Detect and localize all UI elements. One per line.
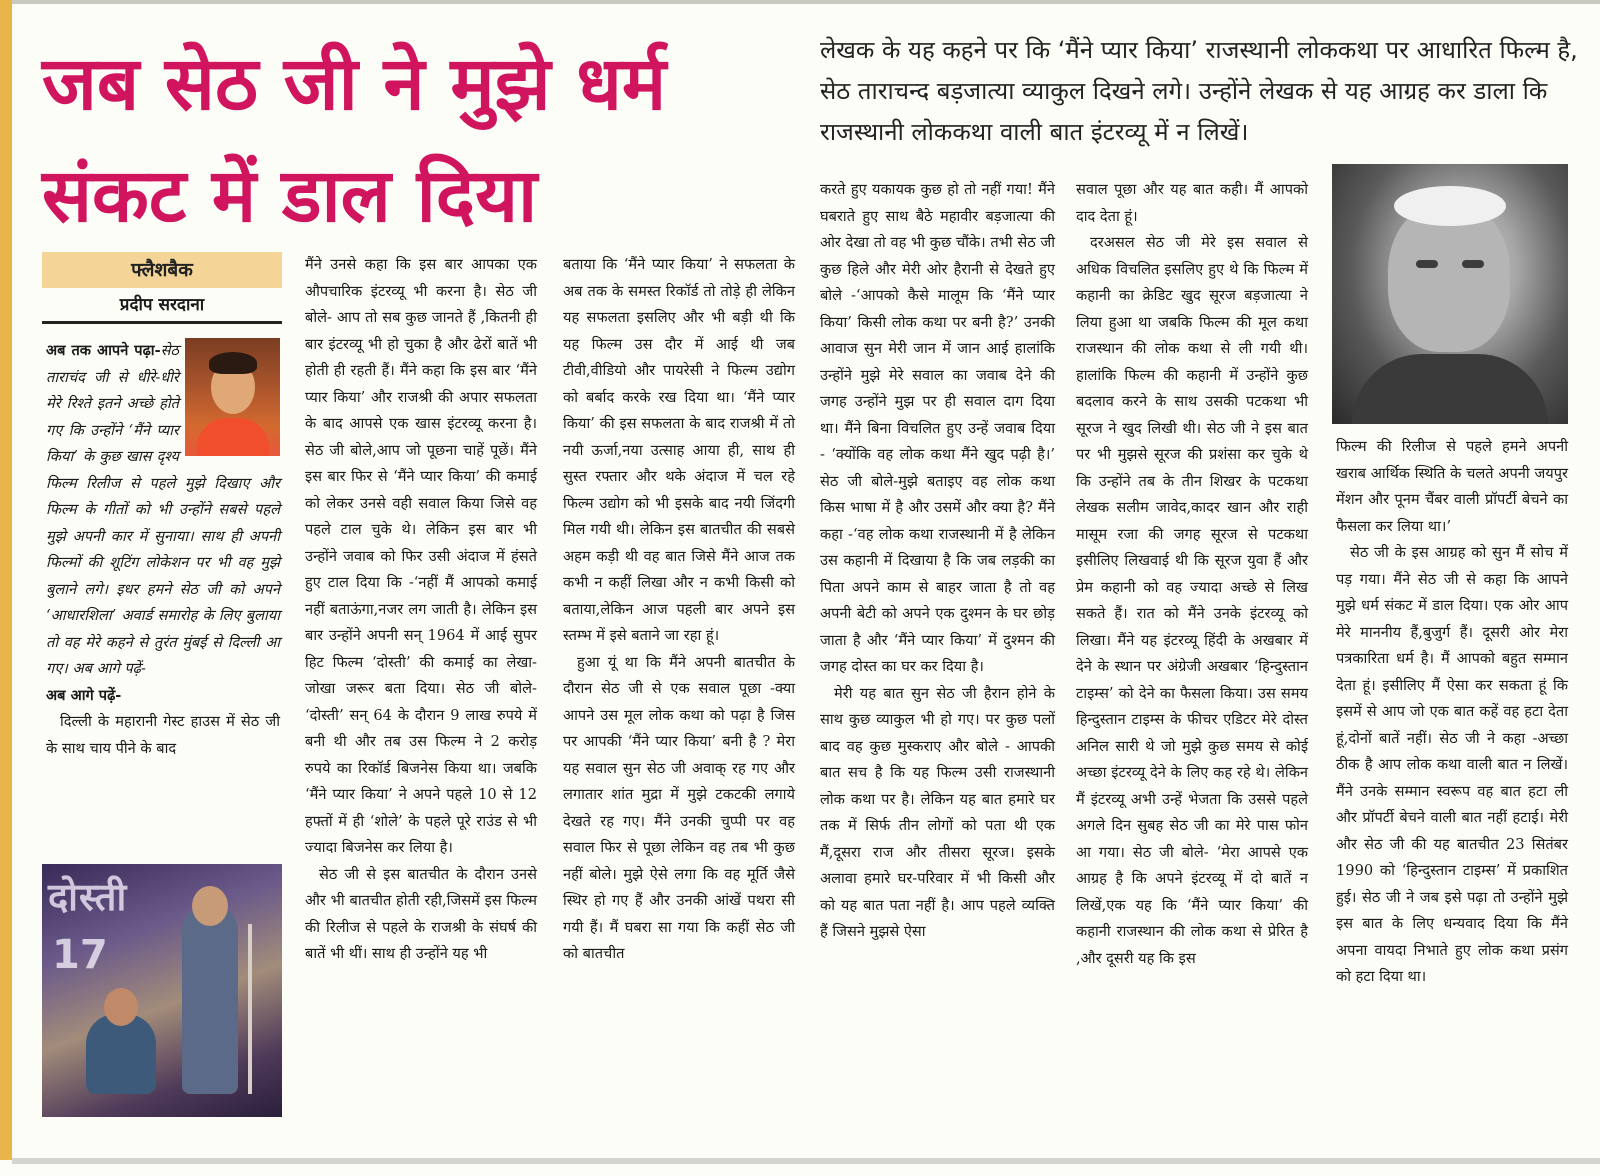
poster-title: दोस्ती [48, 875, 128, 919]
film-poster-image [42, 864, 282, 1117]
poster-number: 17 [52, 932, 108, 978]
headline: जब सेठ जी ने मुझे धर्म संकट में डाल दिया [42, 41, 667, 239]
author-photo [185, 338, 280, 456]
column-5 [1076, 177, 1308, 972]
continue-heading: अब आगे पढ़ें- [46, 686, 122, 704]
paragraph: दरअसल सेठ जी मेरे इस सवाल से अधिक विचलित इसलिए हुए थे कि फिल्म में कहानी का क्रेडिट खुद सूरज बड़जात्या ने लिया हुआ था जबकि फिल्म की मूल कथा राजस्थान की लोक कथा से ली गयी थी। हालांकि फिल्म की कहानी में उन्होंने कुछ बदलाव करने के साथ उसकी पटकथा भी सूरज ने खुद लिखी थी। सेठ जी ने इस बात पर भी मुझसे सूरज की प्रशंसा कर चुके थे कि उन्होंने तब के तीन शिखर के पटकथा लेखक सलीम जावेद,कादर खान और राही मासूम रजा की जगह सूरज से पटकथा इसीलिए लिखवाई थी कि सूरज युवा हैं और प्रेम कहानी को वह ज्यादा अच्छे से लिख सकते हैं। रात को मैंने उनके इंटरव्यू को लिखा। मैंने यह इंटरव्यू हिंदी के अखबार में देने के स्थान पर अंग्रेजी अखबार ‘हिन्दुस्तान टाइम्स’ को देने का फैसला किया। उस समय हिन्दुस्तान टाइम्स के फीचर एडिटर मेरे दोस्त अनिल सारी थे जो मुझे कुछ समय से कोई अच्छा इंटरव्यू देने के लिए कह रहे थे। लेकिन मैं इंटरव्यू अभी उन्हें भेजता कि उससे पहले अगले दिन सुबह सेठ जी का मेरे पास फोन आ गया। सेठ जी बोले- ‘मेरा आपसे एक आग्रह है कि अपने इंटरव्यू में दो बातें न लिखें,एक यह कि ‘मैंने प्यार किया’ की कहानी राजस्थान की लोक कथा से प्रेरित है ,और दूसरी यह कि इस [1076, 234, 1308, 967]
subject-portrait-photo [1332, 164, 1568, 424]
left-accent-bar [0, 0, 12, 1160]
column-6 [1336, 434, 1568, 991]
paragraph: फिल्म की रिलीज से पहले हमने अपनी खराब आर्थिक स्थिति के चलते अपनी जयपुर मेंशन और पूनम चैंबर वाली प्रॉपर्टी बेचने का फैसला कर लिया था।’ [1336, 438, 1568, 535]
column-3 [563, 252, 795, 968]
paragraph: सेठ जी के इस आग्रह को सुन मैं सोच में पड़ गया। मैंने सेठ जी से कहा कि आपने मुझे धर्म संकट में डाल दिया। एक ओर आप मेरे माननीय हैं,बुजुर्ग हैं। दूसरी ओर मेरा पत्रकारिता धर्म है। मैं आपको बहुत सम्मान देता हूं। इसीलिए मैं ऐसा कर सकता हूं कि इसमें से आप जो एक बात कहें वह हटा देता हूं,दोनों बातें नहीं। सेठ जी ने कहा -अच्छा ठीक है आप लोक कथा वाली बात न लिखें। मैंने उनके सम्मान स्वरूप वह बात हटा ली और प्रॉपर्टी बेचने वाली बात नहीं हटाई। मेरी और सेठ जी की यह बातचीत 23 सितंबर 1990 को ‘हिन्दुस्तान टाइम्स’ में प्रकाशित हुई। सेठ जी ने जब इसे पढ़ा तो उन्होंने मुझे इस बात के लिए धन्यवाद दिया कि मैंने अपना वायदा निभाते हुए लोक कथा प्रसंग को हटा दिया था। [1336, 544, 1568, 985]
recap-lead: अब तक आपने पढ़ा- [46, 342, 161, 359]
paragraph: हुआ यूं था कि मैंने अपनी बातचीत के दौरान सेठ जी से एक सवाल पूछा -क्या आपने उस मूल लोक कथा को पढ़ा है जिस पर आपकी ‘मैंने प्यार किया’ बनी है ? मेरा यह सवाल सुन सेठ जी अवाक् रह गए और लगातार शांत मुद्रा में मुझे टकटकी लगाये देखते रह गए। मैंने उनकी चुप्पी पर वह सवाल फिर से पूछा लेकिन वह तब भी कुछ नहीं बोले। मुझे ऐसे लगा कि वह मूर्ति जैसे स्थिर हो गए हैं और उनकी आंखें पथरा सी गयी हैं। मैं घबरा सा गया कि कहीं सेठ जी को बातचीत [563, 653, 795, 962]
column-1-text: दिल्ली के महारानी गेस्ट हाउस में सेठ जी के साथ चाय पीने के बाद [46, 713, 280, 757]
column-4 [820, 177, 1055, 946]
column-kicker: फ्लैशबैक [42, 252, 282, 288]
paragraph: सेठ जी से इस बातचीत के दौरान उनसे और भी बातचीत होती रही,जिसमें इस फिल्म की रिलीज से पहले के राजश्री के संघर्ष की बातें भी थीं। साथ ही उन्होंने यह भी [305, 865, 537, 962]
paragraph: मैंने उनसे कहा कि इस बार आपका एक औपचारिक इंटरव्यू भी करना है। सेठ जी बोले- आप तो सब कुछ जानते हैं ,कितनी ही बार इंटरव्यू भी हो चुका है और ढेरों बातें भी होती ही रहती हैं। मैंने कहा कि इस बार ‘मैंने प्यार किया’ और राजश्री की अपार सफलता के बाद आपसे एक खास इंटरव्यू करना है। सेठ जी बोले,आप जो पूछना चाहें पूछें। मैंने इस बार फिर से ‘मैंने प्यार किया’ की कमाई को लेकर उनसे वही सवाल किया जिसे वह पहले टाल चुके थे। लेकिन इस बार भी उन्होंने जवाब को फिर उसी अंदाज में हंसते हुए टाल दिया कि -‘नहीं मैं आपको कमाई नहीं बताऊंगा,नजर लग जाती है। लेकिन इस बार उन्होंने अपनी सन् 1964 में आई सुपर हिट फिल्म ‘दोस्ती’ की कमाई का लेखा-जोखा जरूर बता दिया। सेठ जी बोले- ‘दोस्ती’ सन् 64 के दौरान 9 लाख रुपये में बनी थी और तब उस फिल्म ने 2 करोड़ रुपये का रिकॉर्ड बिजनेस किया था। जबकि ‘मैंने प्यार किया’ ने अपने पहले 10 से 12 हफ्तों में ही ‘शोले’ के पहले पूरे राउंड से भी ज्यादा बिजनेस कर लिया है। [305, 256, 537, 856]
paragraph: करते हुए यकायक कुछ हो तो नहीं गया! मैंने घबराते हुए साथ बैठे महावीर बड़जात्या की ओर देखा तो वह भी कुछ चौंके। तभी सेठ जी कुछ हिले और मेरी ओर हैरानी से देखते हुए बोले -‘आपको कैसे मालूम कि ‘मैंने प्यार किया’ किसी लोक कथा पर बनी है?’ उनकी आवाज सुन मेरी जान में जान आई हालांकि उन्होंने मुझे मेरे सवाल का जवाब देने की जगह उन्होंने मुझ पर ही सवाल दाग दिया था। मैंने बिना विचलित हुए उन्हें जवाब दिया - ‘क्योंकि वह लोक कथा मैंने खुद पढ़ी है।’ सेठ जी बोले-मुझे बताइए वह लोक कथा किस भाषा में है और उसमें और क्या है? मैंने कहा -‘वह लोक कथा राजस्थानी में है लेकिन उस कहानी में दिखाया है कि जब लड़की का पिता अपने काम से बाहर जाता है तो वह अपनी बेटी को अपने एक दुश्मन के घर छोड़ जाता है और ‘मैंने प्यार किया’ में दुश्मन की जगह दोस्त का घर कर दिया है। [820, 181, 1055, 675]
top-rule [0, 0, 1600, 4]
intro-deck: लेखक के यह कहने पर कि ‘मैंने प्यार किया’ राजस्थानी लोककथा पर आधारित फिल्म है, सेठ ताराचन्द बड़जात्या व्याकुल दिखने लगे। उन्होंने लेखक से यह आग्रह कर डाला कि राजस्थानी लोककथा वाली बात इंटरव्यू में न लिखें। [820, 36, 1578, 146]
paragraph: बताया कि ‘मैंने प्यार किया’ ने सफलता के अब तक के समस्त रिकॉर्ड तो तोड़े ही लेकिन यह सफलता इसलिए और भी बड़ी थी कि यह फिल्म उस दौर में आई थी जब टीवी,वीडियो और पायरेसी ने फिल्म उद्योग को बर्बाद करके रख दिया था। ‘मैंने प्यार किया’ की इस सफलता के बाद राजश्री में तो नयी ऊर्जा,नया उत्साह आया ही, साथ ही सुस्त रफ्तार और थके अंदाज में चल रहे फिल्म उद्योग को भी इसके बाद नयी जिंदगी मिल गयी थी। लेकिन इस बातचीत की सबसे अहम कड़ी थी वह बात जिसे मैंने आज तक कभी न कहीं लिखा और न कभी किसी को बताया,लेकिन आज पहली बार अपने इस स्तम्भ में इसे बताने जा रहा हूं। [563, 256, 795, 644]
column-2 [305, 252, 537, 968]
byline: प्रदीप सरदाना [42, 294, 282, 324]
bottom-rule [12, 1158, 1600, 1164]
recap-text: सेठ ताराचंद जी से धीरे-धीरे मेरे रिश्ते इतने अच्छे होते गए कि उन्होंने ‘मैंने प्यार किया’ के कुछ खास दृश्य फिल्म रिलीज से पहले मुझे दिखाए और फिल्म के गीतों को भी उन्होंने सबसे पहले मुझे अपनी कार में सुनाया। साथ ही अपनी फिल्मों की शूटिंग लोकेशन पर भी वह मुझे बुलाने लगे। इधर हमने सेठ जी को अपने ‘आधारशिला’ अवार्ड समारोह के लिए बुलाया तो वह मेरे कहने से तुरंत मुंबई से दिल्ली आ गए। अब आगे पढ़ें- [46, 342, 280, 677]
column-1 [46, 338, 280, 762]
paragraph: सवाल पूछा और यह बात कही। मैं आपको दाद देता हूं। [1076, 181, 1308, 225]
paragraph: मेरी यह बात सुन सेठ जी हैरान होने के साथ कुछ व्याकुल भी हो गए। पर कुछ पलों बाद वह कुछ मुस्कराए और बोले - आपकी बात सच है कि यह फिल्म उसी राजस्थानी लोक कथा पर है। लेकिन यह बात हमारे घर तक में सिर्फ तीन लोगों को पता थी एक मैं,दूसरा राज और तीसरा सूरज। इसके अलावा हमारे घर-परिवार में भी किसी और को यह बात पता नहीं है। आप पहले व्यक्ति हैं जिसने मुझसे ऐसा [820, 684, 1055, 940]
